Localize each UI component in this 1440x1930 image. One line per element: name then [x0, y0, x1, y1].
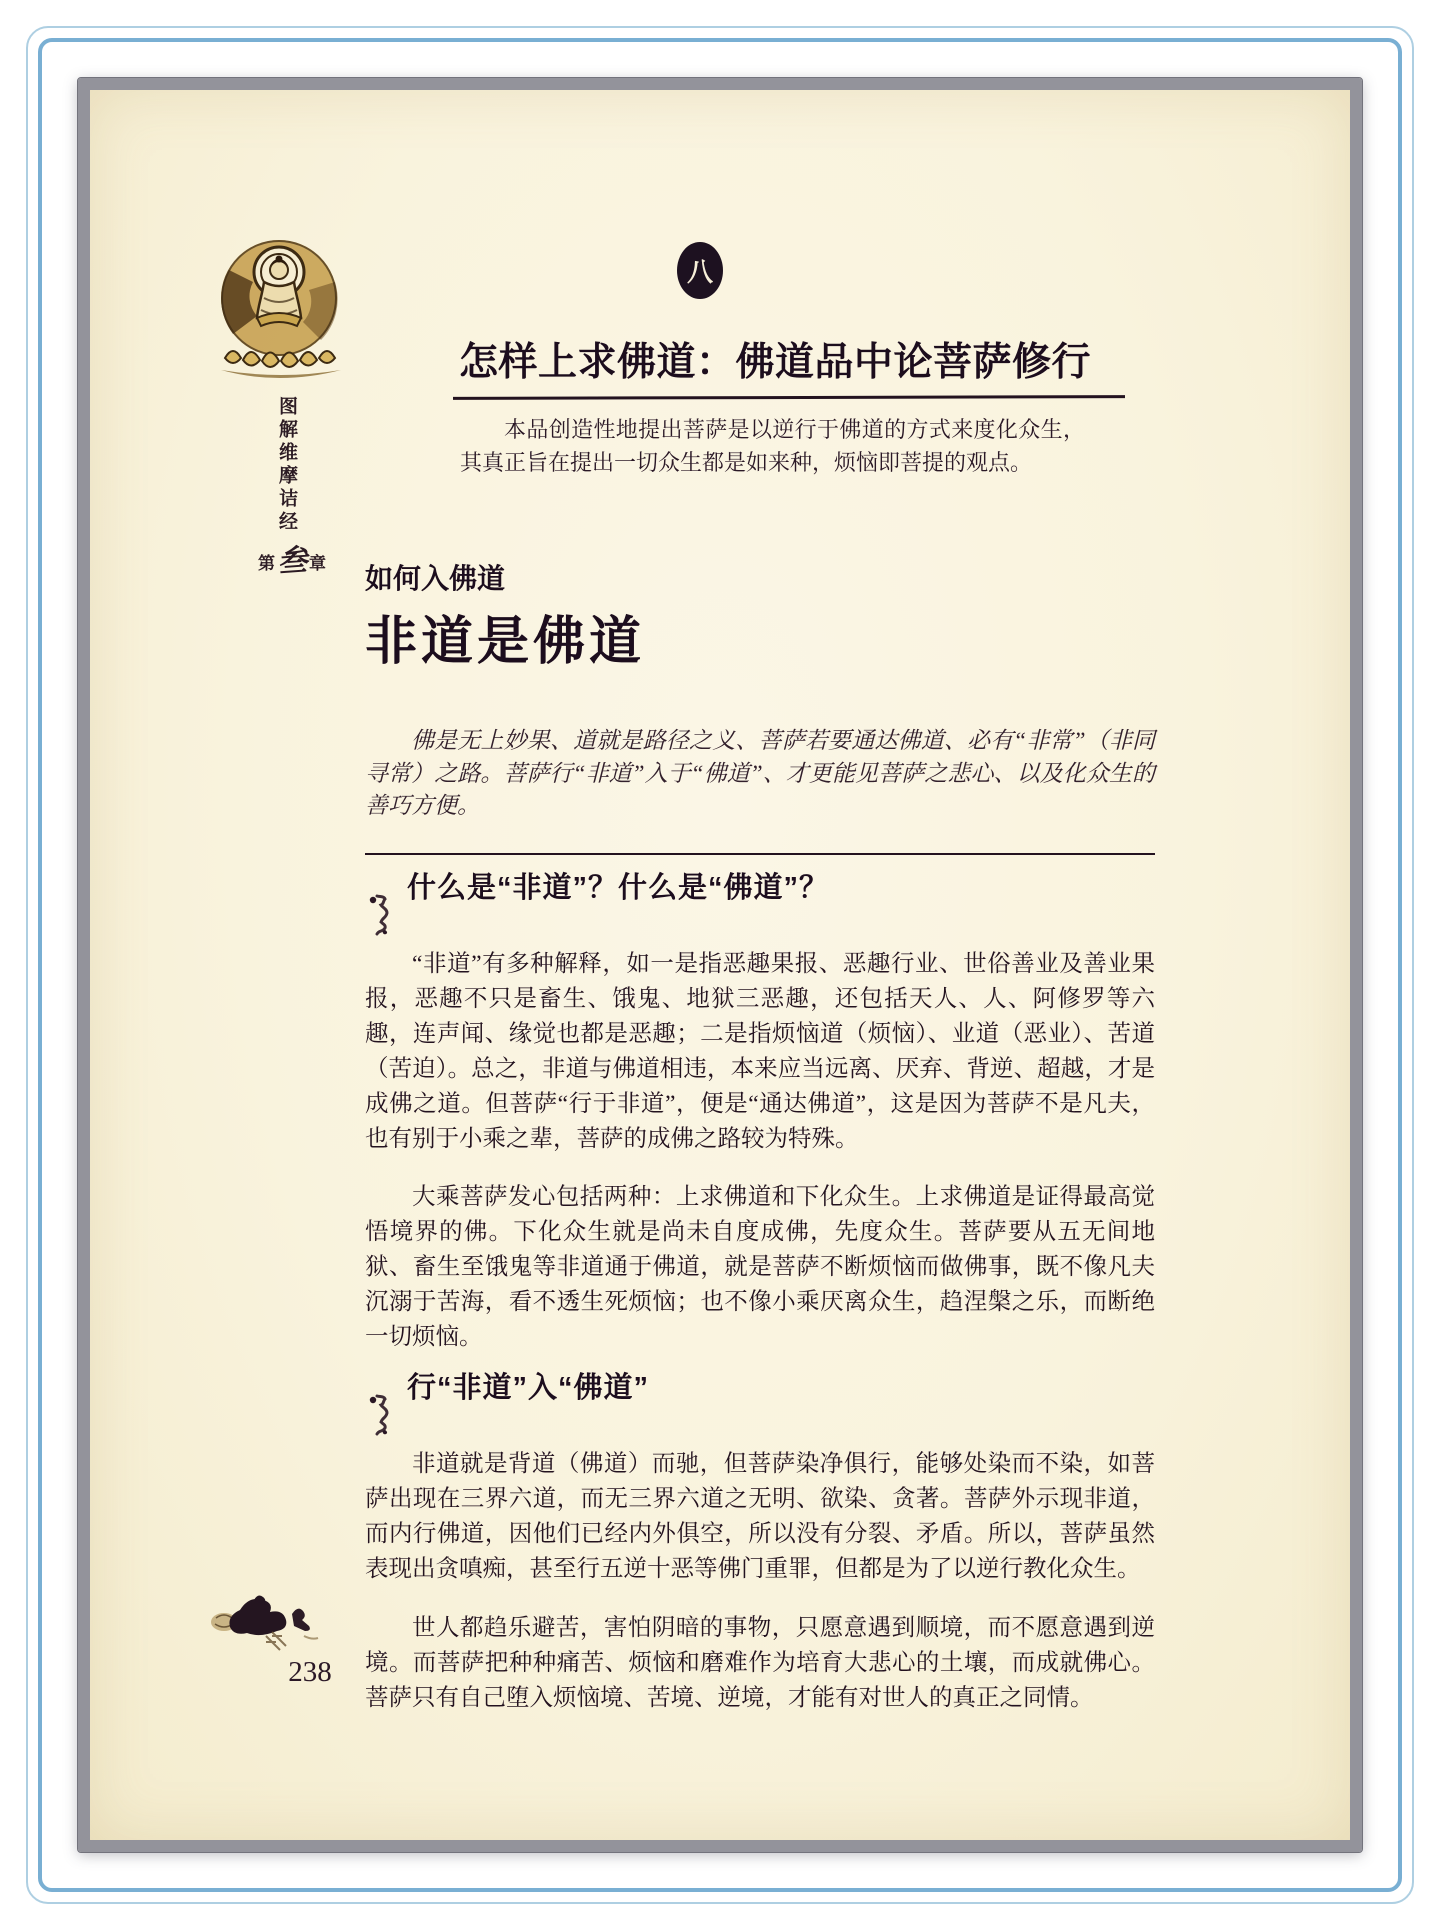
- chapter-intro: 本品创造性地提出菩萨是以逆行于佛道的方式来度化众生，其真正旨在提出一切众生都是如来种，烦恼即菩提的观点。: [460, 417, 1085, 475]
- section-1-header: [365, 871, 1155, 937]
- title-rule: [453, 395, 1125, 400]
- chapter-prefix: 第: [258, 553, 275, 573]
- chapter-number-badge: 八: [677, 242, 723, 299]
- chapter-numeral: 叁: [276, 543, 309, 579]
- chapter-label: [258, 542, 326, 580]
- main-column: [365, 90, 1155, 1739]
- section-2-header: [365, 1372, 1155, 1437]
- lead-kicker: 如何入佛道: [365, 564, 506, 595]
- lead-headline: 非道是佛道: [365, 614, 646, 671]
- section-divider: [365, 853, 1155, 855]
- page-number: 238: [288, 1656, 332, 1688]
- section-1-paragraph-2: 大乘菩萨发心包括两种：上求佛道和下化众生。上求佛道是证得最高觉悟境界的佛。下化众生就是尚未自度成佛，先度众生。菩萨要从五无间地狱、畜生至饿鬼等非道通于佛道，就是菩萨不断烦恼而做佛事，既不像凡夫沉溺于苦海，看不透生死烦恼；也不像小乘厌离众生，趋涅槃之乐，而断绝一切烦恼。: [365, 1184, 1155, 1350]
- section-2-paragraph-2: 世人都趋乐避苦，害怕阴暗的事物，只愿意遇到顺境，而不愿意遇到逆境。而菩萨把种种痛苦、烦恼和磨难作为培育大悲心的土壤，而成就佛心。菩萨只有自己堕入烦恼境、苦境、逆境，才能有对世人的真正之同情。: [365, 1614, 1155, 1711]
- reclining-figures-ink-illustration: [208, 1578, 330, 1656]
- ink-figure-icon: [365, 893, 395, 937]
- chapter-suffix: 章: [309, 553, 326, 573]
- section-1-paragraph-1: “非道”有多种解释，如一是指恶趣果报、恶趣行业、世俗善业及善业果报，恶趣不只是畜生、饿鬼、地狱三恶趣，还包括天人、人、阿修罗等六趣，连声闻、缘觉也都是恶趣；二是指烦恼道（烦恼）、业道（恶业）、苦道（苦迫）。总之，非道与佛道相违，本来应当远离、厌弃、背逆、超越，才是成佛之道。但菩萨“行于非道”，便是“通达佛道”，这是因为菩萨不是凡夫，也有别于小乘之辈，菩萨的成佛之路较为特殊。: [365, 950, 1155, 1152]
- page-frame: [78, 78, 1362, 1852]
- buddha-medallion-icon: [217, 230, 345, 388]
- lead-summary: 佛是无上妙果、道就是路径之义、菩萨若要通达佛道、必有“非常”（非同寻常）之路。菩萨行“非道”入于“佛道”、才更能见菩萨之悲心、以及化众生的善巧方便。: [365, 728, 1155, 818]
- book-title-vertical: 图解维摩诘经: [276, 396, 297, 534]
- page-content: [90, 90, 1350, 1840]
- chapter-title: 怎样上求佛道：佛道品中论菩萨修行: [458, 341, 1091, 384]
- section-2-title: 行“非道”入“佛道”: [407, 1372, 650, 1404]
- section-1-title: 什么是“非道”？什么是“佛道”？: [407, 871, 830, 904]
- section-2-paragraph-1: 非道就是背道（佛道）而驰，但菩萨染净俱行，能够处染而不染，如菩萨出现在三界六道，而无三界六道之无明、欲染、贪著。菩萨外示现非道，而内行佛道，因他们已经内外俱空，所以没有分裂、矛盾。所以，菩萨虽然表现出贪嗔痴，甚至行五逆十恶等佛门重罪，但都是为了以逆行教化众生。: [365, 1451, 1155, 1582]
- ink-figure-icon: [365, 1393, 395, 1437]
